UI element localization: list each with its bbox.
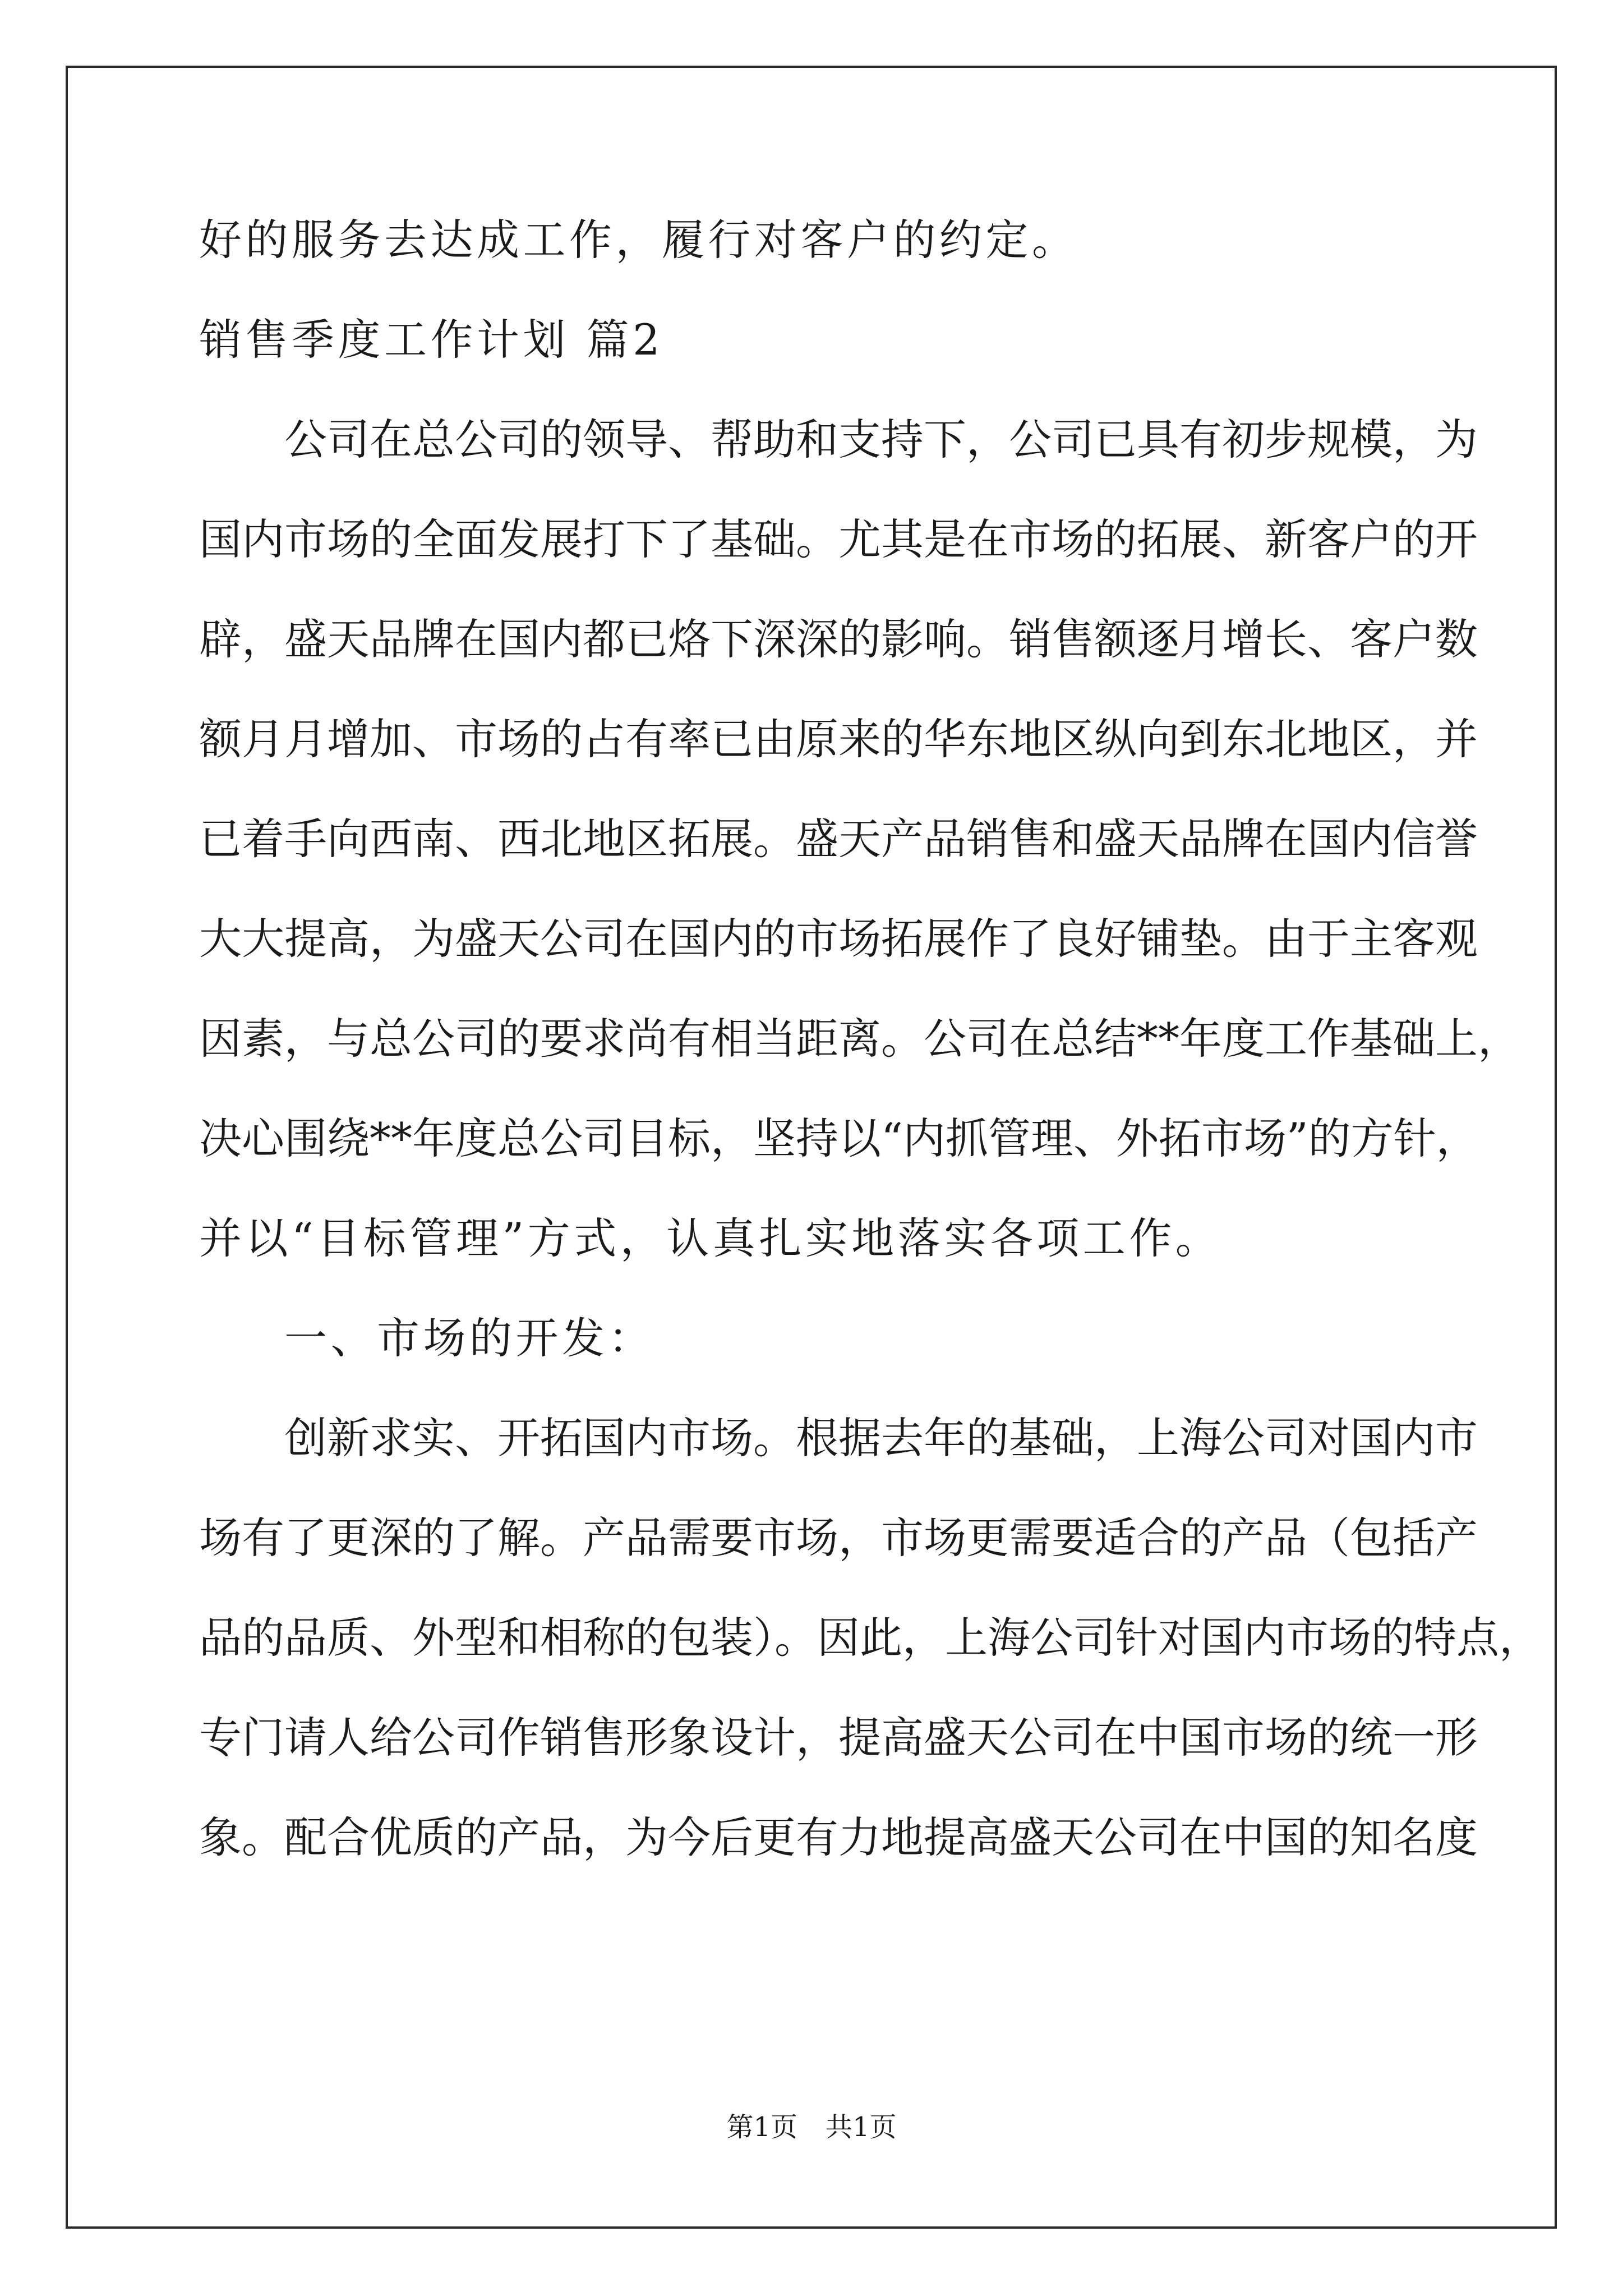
page-number-current: 第1页: [726, 2111, 797, 2143]
text-line: 已着手向西南、西北地区拓展。盛天产品销售和盛天品牌在国内信誉: [199, 814, 1478, 864]
section-heading: 销售季度工作计划 篇2: [199, 315, 664, 365]
text-line: 国内市场的全面发展打下了基础。尤其是在市场的拓展、新客户的开: [199, 514, 1478, 564]
text-line: 并以“目标管理”方式，认真扎实地落实各项工作。: [199, 1213, 1222, 1263]
text-line: 场有了更深的了解。产品需要市场，市场更需要适合的产品（包括产: [199, 1513, 1478, 1563]
text-line: 大大提高，为盛天公司在国内的市场拓展作了良好铺垫。由于主客观: [199, 914, 1478, 964]
text-line: 额月月增加、市场的占有率已由原来的华东地区纵向到东北地区，并: [199, 714, 1478, 764]
text-line: 辟，盛天品牌在国内都已烙下深深的影响。销售额逐月增长、客户数: [199, 614, 1478, 664]
text-line: 好的服务去达成工作，履行对客户的约定。: [199, 215, 1078, 265]
subsection-heading: 一、市场的开发：: [284, 1313, 654, 1363]
text-line: 创新求实、开拓国内市场。根据去年的基础，上海公司对国内市: [284, 1413, 1478, 1463]
text-line: 因素，与总公司的要求尚有相当距离。公司在总结**年度工作基础上，: [199, 1014, 1520, 1064]
page-footer: [0, 2111, 1623, 2143]
page-number-total: 共1页: [826, 2111, 897, 2143]
text-line: 专门请人给公司作销售形象设计，提高盛天公司在中国市场的统一形: [199, 1713, 1478, 1763]
text-line: 象。配合优质的产品，为今后更有力地提高盛天公司在中国的知名度: [199, 1812, 1478, 1862]
text-line: 品的品质、外型和相称的包装）。因此，上海公司针对国内市场的特点，: [199, 1613, 1542, 1663]
document-body: [199, 215, 1542, 1916]
text-line: 决心围绕**年度总公司目标，坚持以“内抓管理、外拓市场”的方针，: [199, 1114, 1479, 1163]
text-line: 公司在总公司的领导、帮助和支持下，公司已具有初步规模，为: [284, 415, 1478, 464]
